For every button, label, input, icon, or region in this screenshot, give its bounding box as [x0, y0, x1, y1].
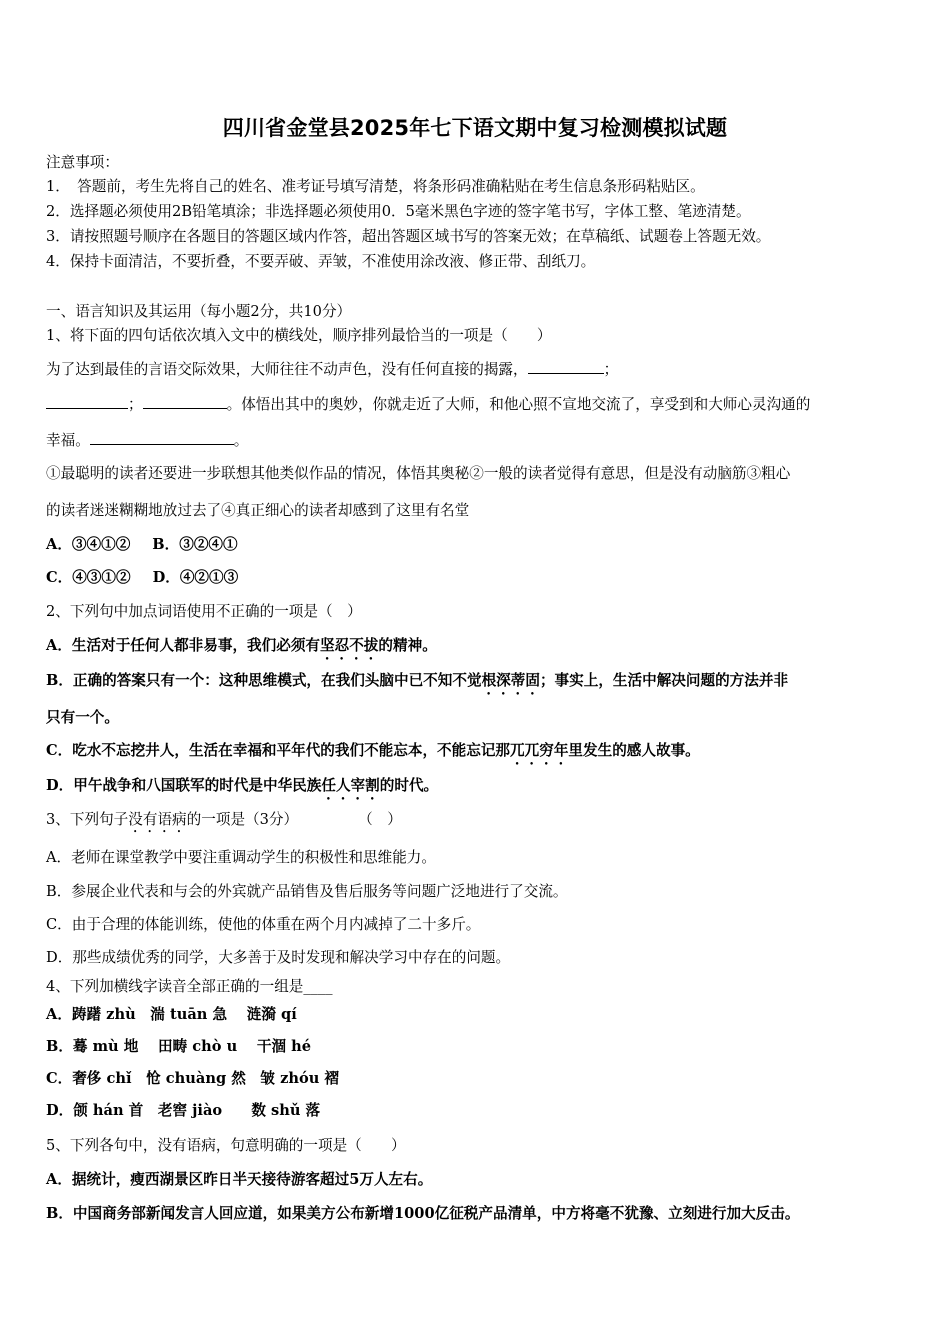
option-text: 的精神。 — [378, 637, 437, 654]
q1-options-row-1 — [46, 535, 238, 555]
q4-option-b: B．蓦 mù 地 田畴 chò u 干涸 hé — [46, 1038, 312, 1055]
q5-option-a: A．据统计，瘦西湖景区昨日半天接待游客超过5万人左右。 — [46, 1171, 433, 1188]
q2-option-b-continued: 只有一个。 — [46, 709, 119, 726]
q1-passage-line-3 — [46, 430, 248, 451]
q2-stem: 2、下列句中加点词语使用不正确的一项是（ ） — [46, 603, 362, 620]
q2-option-c — [46, 741, 700, 768]
dotted-word: 坚忍不拔 — [320, 637, 379, 654]
notice-item-2: 2．选择题必须使用2B铅笔填涂；非选择题必须使用0．5毫米黑色字迹的签字笔书写，字体工整、笔迹清楚。 — [46, 203, 751, 220]
stem-text: 3、下列句子 — [46, 811, 129, 828]
q1-options-row-2 — [46, 568, 238, 588]
stem-text: 的一项是（3分） — [186, 811, 299, 828]
dotted-word: 任人宰割 — [321, 777, 380, 794]
notice-item-3: 3．请按照题号顺序在各题目的答题区域内作答，超出答题区域书写的答案无效；在草稿纸、试题卷上答题无效。 — [46, 228, 771, 245]
q1-passage-text-2: 。体悟出其中的奥妙，你就走近了大师，和他心照不宣地交流了，享受到和大师心灵沟通的 — [226, 396, 811, 413]
q1-option-c: C．④③①② — [46, 569, 131, 586]
separator: ； — [128, 396, 143, 413]
q5-option-b: B．中国商务部新闻发言人回应道，如果美方公布新增1000亿征税产品清单，中方将毫不犹豫、立刻进行加大反击。 — [46, 1205, 800, 1222]
q3-option-d: D．那些成绩优秀的同学，大多善于及时发现和解决学习中存在的问题。 — [46, 949, 511, 966]
q3-option-a: A．老师在课堂教学中要注重调动学生的积极性和思维能力。 — [46, 849, 436, 866]
q1-option-b: B．③②④① — [152, 536, 238, 553]
q1-passage-text-3: 幸福。 — [46, 432, 90, 449]
q4-stem: 4、下列加横线字读音全部正确的一组是____ — [46, 978, 333, 995]
q2-option-a — [46, 636, 437, 663]
dotted-word: 没有语病 — [128, 811, 187, 828]
q1-passage-line-1 — [46, 359, 618, 380]
q3-stem — [46, 810, 402, 836]
answer-blank — [90, 430, 234, 445]
option-text: 的时代。 — [379, 777, 439, 794]
answer-blank — [528, 359, 604, 374]
answer-blank — [143, 394, 227, 409]
separator: ； — [603, 361, 619, 378]
q1-passage-text-1: 为了达到最佳的言语交际效果，大师往往不动声色，没有任何直接的揭露， — [46, 361, 528, 378]
section-heading: 一、语言知识及其运用（每小题2分，共10分） — [46, 303, 352, 320]
page-title: 四川省金堂县2025年七下语文期中复习检测模拟试题 — [222, 116, 728, 140]
q1-sentences-line-1: ①最聪明的读者还要进一步联想其他类似作品的情况，体悟其奥秘②一般的读者觉得有意思，但是没有动脑筋③粗心 — [46, 465, 791, 482]
q1-option-a: A．③④①② — [46, 536, 131, 553]
notice-item-4: 4．保持卡面清洁，不要折叠，不要弄破、弄皱，不准使用涂改液、修正带、刮纸刀。 — [46, 253, 596, 270]
q4-option-c: C．奢侈 chǐ 怆 chuàng 然 皱 zhóu 褶 — [46, 1070, 340, 1087]
q4-option-a: A．踌躇 zhù 湍 tuān 急 涟漪 qí — [46, 1006, 297, 1023]
q2-option-d — [46, 776, 438, 803]
dotted-word: 根深蒂固 — [481, 672, 540, 689]
q4-option-d: D．颌 hán 首 老窖 jiào 数 shǔ 落 — [46, 1102, 321, 1119]
notice-heading: 注意事项： — [46, 154, 119, 171]
q1-stem: 1、将下面的四句话依次填入文中的横线处，顺序排列最恰当的一项是（ ） — [46, 327, 552, 344]
answer-paren: （ ） — [358, 811, 402, 828]
q2-option-b — [46, 671, 788, 698]
option-text: 里发生的感人故事。 — [568, 742, 700, 759]
q5-stem: 5、下列各句中，没有语病，句意明确的一项是（ ） — [46, 1137, 406, 1154]
option-text: C．吃水不忘挖井人，生活在幸福和平年代的我们不能忘本，不能忘记那 — [46, 742, 511, 759]
q1-passage-line-2 — [46, 394, 810, 415]
period: 。 — [233, 432, 249, 449]
q3-option-c: C．由于合理的体能训练，使他的体重在两个月内减掉了二十多斤。 — [46, 916, 481, 933]
notice-item-1: 1． 答题前，考生先将自己的姓名、准考证号填写清楚，将条形码准确粘贴在考生信息条形码粘贴区。 — [46, 178, 705, 195]
option-text: A．生活对于任何人都非易事，我们必须有 — [46, 637, 321, 654]
option-text: B．正确的答案只有一个：这种思维模式，在我们头脑中已不知不觉 — [46, 672, 482, 689]
dotted-word: 兀兀穷年 — [510, 742, 569, 759]
answer-blank — [46, 394, 128, 409]
option-text: D．甲午战争和八国联军的时代是中华民族 — [46, 777, 322, 794]
q3-option-b: B．参展企业代表和与会的外宾就产品销售及售后服务等问题广泛地进行了交流。 — [46, 883, 568, 900]
q1-option-d: D．④②①③ — [152, 569, 239, 586]
option-text: ；事实上，生活中解决问题的方法并非 — [539, 672, 789, 689]
q1-sentences-line-2: 的读者迷迷糊糊地放过去了④真正细心的读者却感到了这里有名堂 — [46, 502, 470, 519]
